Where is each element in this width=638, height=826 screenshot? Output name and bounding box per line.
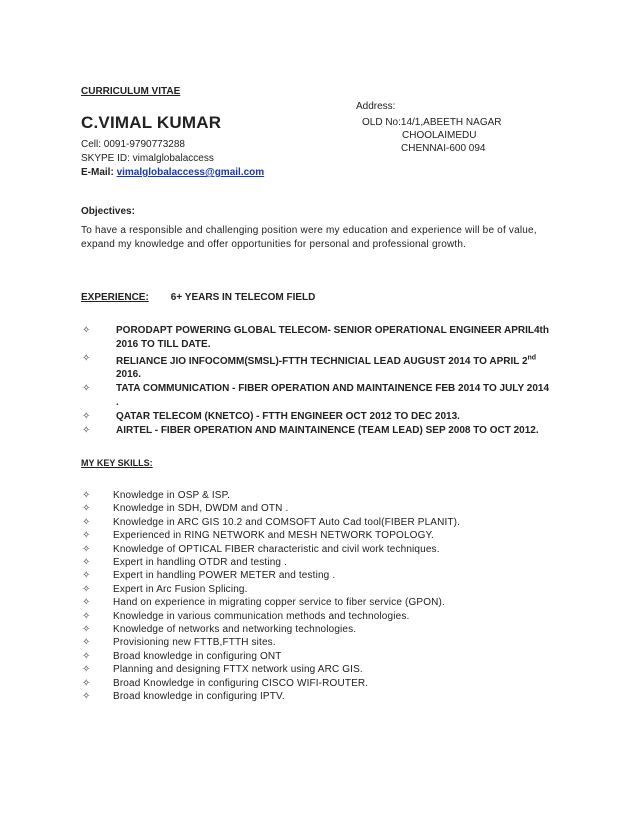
address-line-1: OLD No:14/1,ABEETH NAGAR [362, 117, 502, 128]
address-line-2: CHOOLAIMEDU [402, 130, 477, 141]
diamond-bullet-icon: ✧ [82, 503, 91, 515]
skill-item [81, 690, 551, 703]
skill-text: Knowledge in SDH, DWDM and OTN . [113, 503, 289, 515]
experience-heading: EXPERIENCE: [81, 292, 149, 303]
skill-item [81, 502, 551, 515]
experience-text: QATAR TELECOM (KNETCO) - FTTH ENGINEER OCT 2012 TO DEC 2013. [116, 410, 460, 422]
diamond-bullet-icon: ✧ [82, 624, 91, 636]
skill-item [81, 556, 551, 569]
skill-text: Knowledge of OPTICAL FIBER characteristic and civil work techniques. [113, 543, 440, 555]
skills-list [81, 489, 551, 704]
diamond-bullet-icon: ✧ [82, 530, 91, 542]
experience-text: PORODAPT POWERING GLOBAL TELECOM- SENIOR OPERATIONAL ENGINEER APRIL4th 2016 TO TILL DATE. [116, 325, 549, 350]
skill-item [81, 623, 551, 636]
address-label: Address: [356, 101, 396, 112]
diamond-bullet-icon: ✧ [82, 557, 91, 569]
experience-text: AIRTEL - FIBER OPERATION AND MAINTAINENCE (TEAM LEAD) SEP 2008 TO OCT 2012. [116, 424, 539, 436]
skill-item [81, 636, 551, 649]
diamond-bullet-icon: ✧ [82, 583, 91, 595]
skill-text: Knowledge in OSP & ISP. [113, 490, 231, 501]
diamond-bullet-icon: ✧ [82, 610, 91, 622]
diamond-bullet-icon: ✧ [82, 410, 91, 422]
candidate-name: C.VIMAL KUMAR [81, 113, 222, 132]
skill-item [81, 489, 551, 502]
skill-item [81, 610, 551, 623]
diamond-bullet-icon: ✧ [82, 677, 91, 689]
diamond-bullet-icon: ✧ [82, 325, 91, 336]
skill-text: Expert in handling OTDR and testing . [113, 557, 287, 569]
experience-text: TATA COMMUNICATION - FIBER OPERATION AND MAINTAINENCE FEB 2014 TO JULY 2014 . [116, 383, 550, 408]
skill-item [81, 569, 551, 582]
skill-item [81, 543, 551, 556]
skill-text: Experienced in RING NETWORK and MESH NETWORK TOPOLOGY. [113, 530, 434, 542]
skill-text: Broad knowledge in configuring ONT [113, 650, 282, 662]
experience-item [81, 324, 551, 351]
email-label: E-Mail: [81, 167, 114, 178]
skill-item [81, 583, 551, 596]
skill-text: Broad Knowledge in configuring CISCO WIFI-ROUTER. [113, 677, 369, 689]
diamond-bullet-icon: ✧ [82, 490, 91, 501]
skill-text: Knowledge of networks and networking technologies. [113, 624, 357, 636]
experience-item [81, 424, 551, 438]
diamond-bullet-icon: ✧ [82, 637, 91, 649]
cv-title: CURRICULUM VITAE [81, 86, 181, 97]
diamond-bullet-icon: ✧ [82, 543, 91, 555]
skill-item [81, 529, 551, 542]
skill-text: Expert in handling POWER METER and testing . [113, 570, 336, 582]
diamond-bullet-icon: ✧ [82, 650, 91, 662]
skype-id: SKYPE ID: vimalglobalaccess [81, 153, 214, 164]
experience-text: RELIANCE JIO INFOCOMM(SMSL)-FTTH TECHNICIAL LEAD AUGUST 2014 TO APRIL 2nd 2016. [116, 354, 537, 381]
email-link[interactable]: vimalglobalaccess@gmail.com [116, 167, 265, 178]
diamond-bullet-icon: ✧ [82, 570, 91, 582]
diamond-bullet-icon: ✧ [82, 691, 91, 703]
skill-text: Knowledge in ARC GIS 10.2 and COMSOFT Auto Cad tool(FIBER PLANIT). [113, 516, 461, 528]
diamond-bullet-icon: ✧ [82, 383, 91, 395]
experience-item [81, 382, 551, 409]
skill-text: Knowledge in various communication methods and technologies. [113, 610, 410, 622]
experience-item [81, 410, 551, 424]
skill-item [81, 650, 551, 663]
cell-number: Cell: 0091-9790773288 [81, 139, 185, 150]
skill-text: Expert in Arc Fusion Splicing. [113, 583, 248, 595]
skill-item [81, 516, 551, 529]
experience-heading-row [81, 292, 315, 303]
diamond-bullet-icon: ✧ [82, 352, 91, 364]
objectives-heading: Objectives: [81, 206, 135, 217]
skill-text: Hand on experience in migrating copper service to fiber service (GPON). [113, 597, 445, 609]
skills-heading: MY KEY SKILLS: [81, 458, 153, 468]
skill-item [81, 663, 551, 676]
diamond-bullet-icon: ✧ [82, 424, 91, 436]
skill-item [81, 596, 551, 609]
experience-years: 6+ YEARS IN TELECOM FIELD [170, 292, 316, 303]
address-line-3: CHENNAI-600 094 [401, 143, 486, 154]
diamond-bullet-icon: ✧ [82, 597, 91, 609]
diamond-bullet-icon: ✧ [82, 516, 91, 528]
email-row [81, 167, 264, 178]
skill-text: Broad knowledge in configuring IPTV. [113, 691, 285, 703]
skill-text: Planning and designing FTTX network using ARC GIS. [113, 664, 363, 676]
skill-text: Provisioning new FTTB,FTTH sites. [113, 637, 276, 649]
objectives-text: To have a responsible and challenging position were my education and experience will be of value, expand my knowledge and offer opportunities for personal and professional growth. [81, 225, 537, 250]
experience-item [81, 352, 551, 382]
diamond-bullet-icon: ✧ [82, 664, 91, 676]
experience-list [81, 324, 551, 438]
skill-item [81, 677, 551, 690]
